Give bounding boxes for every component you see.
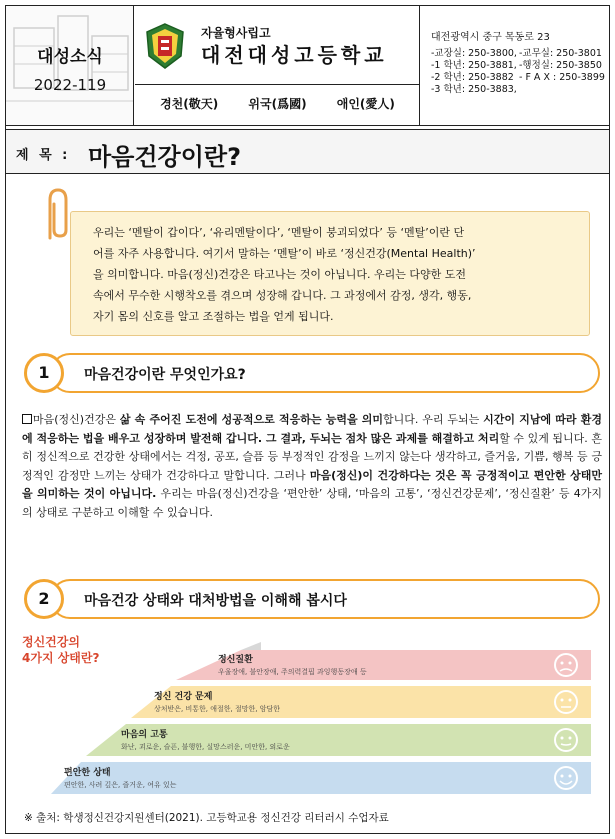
section-number: 1 xyxy=(24,353,64,393)
contact-row xyxy=(431,60,607,72)
body-text: 우리는 마음(정신)건강을 ‘편안한’ 상태, ‘마음의 고통’, ‘정신건강문제’, ‘정신질환’ 등 4가지의 상태로 구분하고 이해할 수 있습니다. xyxy=(22,487,602,519)
newsletter-title: 대성소식 xyxy=(37,47,103,67)
motto-item: 위국(爲國) xyxy=(248,97,307,111)
motto-item: 경천(敬天) xyxy=(160,97,219,111)
school-subtitle: 자율형사립고 xyxy=(201,26,271,40)
checkbox-bullet-icon xyxy=(22,414,32,424)
intro-box xyxy=(70,211,590,336)
newsletter-title-block xyxy=(6,6,134,125)
section-header-1 xyxy=(24,353,601,393)
section-header-2 xyxy=(24,579,601,619)
intro-line: 어를 자주 사용합니다. 여기서 말하는 ‘멘탈’이 바로 ‘정신건강(Mental Health)’ xyxy=(93,247,476,260)
section-1-body xyxy=(22,411,602,522)
section-number: 2 xyxy=(24,579,64,619)
body-bold: 마음(정신)이 건강하다는 것은 꼭 긍정적이고 편안한 상태만을 의미하는 것이 아닙니다. xyxy=(22,468,602,500)
pyramid-level-desc: 화난, 괴로운, 슬픈, 불행한, 실망스러운, 미안한, 외로운 xyxy=(121,743,290,751)
contact-row xyxy=(431,48,607,60)
intro-line: 자기 몸의 신호를 알고 조절하는 법을 얻게 됩니다. xyxy=(93,310,334,323)
pyramid-level-name: 마음의 고통 xyxy=(121,730,168,740)
contact-entry: - F A X : 250-3899 xyxy=(519,72,605,83)
intro-paragraph xyxy=(93,222,567,327)
school-info-block xyxy=(135,6,420,125)
contact-entry: -3 학년: 250-3883, xyxy=(431,84,517,95)
subject-bar xyxy=(6,129,609,174)
pyramid-layer xyxy=(51,762,591,794)
header xyxy=(6,6,609,126)
contact-entry: -교무실: 250-3801 xyxy=(519,48,602,59)
body-text: 마음(정신)건강은 xyxy=(33,413,120,426)
contact-entry: -교장실: 250-3800, xyxy=(431,48,517,59)
contact-row xyxy=(431,84,607,96)
section-title: 마음건강이란 무엇인가요? xyxy=(84,367,246,383)
contact-list xyxy=(431,48,607,96)
divider xyxy=(135,84,419,85)
body-bold: 시간이 지남에 따라 환경에 적응하는 법을 배우고 성장하며 발전해 갑니다. 그 결과, 두뇌는 점차 많은 과제를 해결하고 처리 xyxy=(22,413,603,445)
contact-entry xyxy=(519,84,607,96)
intro-line: 을 의미합니다. 마음(정신)건강은 타고나는 것이 아닙니다. 우리는 다양한 도전 xyxy=(93,268,466,281)
section-title: 마음건강 상태와 대처방법을 이해해 봅시다 xyxy=(84,593,347,609)
subject-title: 마음건강이란? xyxy=(88,143,242,171)
pyramid-level-name: 편안한 상태 xyxy=(64,768,111,778)
newsletter-number: 2022-119 xyxy=(33,76,107,94)
motto-item: 애인(愛人) xyxy=(336,97,395,111)
intro-line: 속에서 무수한 시행착오를 겪으며 성장해 갑니다. 그 과정에서 감정, 생각, 행동, xyxy=(93,289,472,302)
pyramid-level-desc: 우울장애, 불안장애, 주의력결핍 과잉행동장애 등 xyxy=(218,668,367,676)
contact-entry: -1 학년: 250-3881, xyxy=(431,60,517,71)
pyramid-level-desc: 상처받은, 비통한, 애절한, 절망한, 암담한 xyxy=(154,705,280,713)
contact-entry: -행정실: 250-3850 xyxy=(519,60,602,71)
paperclip-icon xyxy=(36,186,80,246)
subject-label: 제 목 : xyxy=(16,148,71,163)
contact-entry: -2 학년: 250-3882 xyxy=(431,72,514,83)
pyramid-layer xyxy=(131,686,591,718)
school-emblem-icon xyxy=(143,22,187,70)
source-citation: ※ 출처: 학생정신건강지원센터(2021). 고등학교용 정신건강 리터러시 수업자료 xyxy=(24,812,389,824)
pyramid-level-desc: 편안한, 사려 깊은, 즐거운, 여유 있는 xyxy=(64,781,177,789)
pyramid-title-line: 정신건강의 xyxy=(22,635,80,649)
body-text: 합니다. 우리 두뇌는 xyxy=(383,413,484,426)
school-name: 대전대성고등학교 xyxy=(201,43,388,67)
contact-block xyxy=(421,6,609,125)
intro-line: 우리는 ‘멘탈이 갑이다’, ‘유리멘탈이다’, ‘멘탈이 붕괴되었다’ 등 ‘멘탈’이란 단 xyxy=(93,226,465,239)
pyramid-title-line: 4가지 상태란? xyxy=(22,651,100,665)
pyramid-layer xyxy=(86,724,591,756)
body-bold: 삶 속 주어진 도전에 성공적으로 적응하는 능력을 의미 xyxy=(119,413,384,426)
newsletter-page xyxy=(5,5,610,834)
pyramid-level-name: 정신질환 xyxy=(218,655,253,665)
pyramid-level-name: 정신 건강 문제 xyxy=(154,692,213,702)
school-motto xyxy=(145,95,410,112)
body-text: 할 수 있게 됩니다. 흔히 정신적으로 건강한 상태에서는 걱정, 공포, 슬픔 등 부정적인 감정을 느끼지 않는다 생각하고, 즐거움, 기쁨, 행복 등 긍정적인 감정만 느끼는 상태가 건강하다고 말합니다. 그러나 xyxy=(22,431,602,482)
mental-health-pyramid xyxy=(46,640,606,798)
contact-row xyxy=(431,72,607,84)
school-address: 대전광역시 중구 목동로 23 xyxy=(431,32,550,43)
